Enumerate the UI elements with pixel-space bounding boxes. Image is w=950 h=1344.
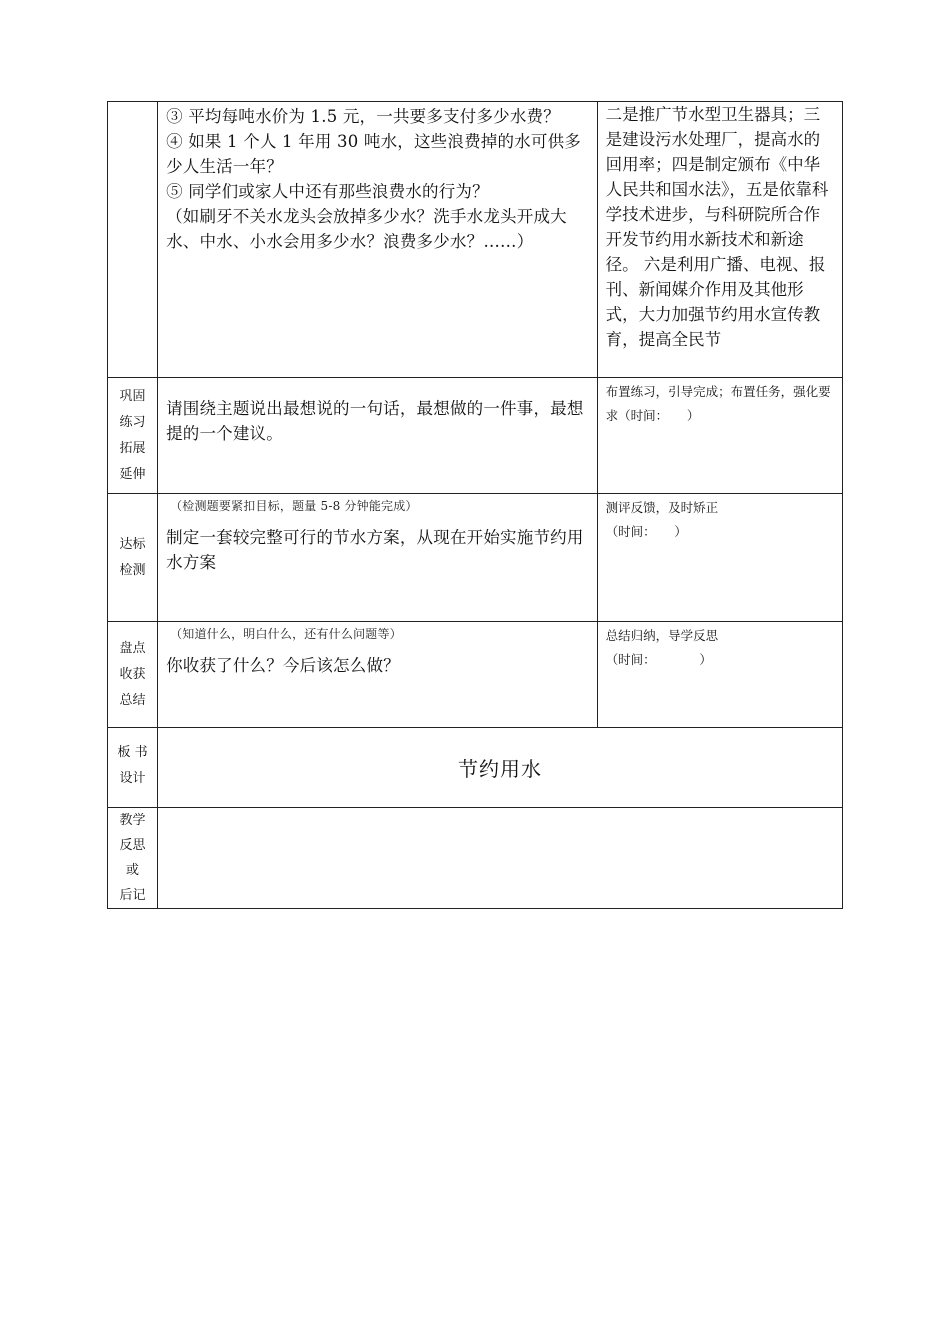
summary-note: （知道什么，明白什么，还有什么问题等） bbox=[170, 627, 402, 641]
question-4: ④ 如果 1 个人 1 年用 30 吨水，这些浪费掉的水可供多少人生活一年？ bbox=[166, 132, 581, 176]
row-label-consolidate: 巩固 练习 拓展 延伸 bbox=[108, 378, 158, 494]
summary-task-cell bbox=[158, 622, 598, 728]
measures-cell bbox=[597, 102, 842, 378]
row-label-board: 板 书 设计 bbox=[108, 728, 158, 808]
summary-guide-line2: （时间： ） bbox=[605, 652, 712, 667]
lesson-plan-table bbox=[107, 101, 843, 909]
question-3: ③ 平均每吨水价为 1.5 元，一共要多支付多少水费？ bbox=[166, 107, 560, 126]
question-examples: （如刷牙不关水龙头会放掉多少水？洗手水龙头开成大水、中水、小水会用多少水？浪费多少水？……） bbox=[166, 207, 567, 251]
summary-guide-cell bbox=[597, 622, 842, 728]
summary-guide-line1: 总结归纳，导学反思 bbox=[605, 628, 719, 643]
row-label-check: 达标 检测 bbox=[108, 494, 158, 622]
check-task-cell bbox=[158, 494, 598, 622]
activity-questions-cell bbox=[158, 102, 598, 378]
board-design-cell bbox=[158, 728, 843, 808]
measures-text: 二是推广节水型卫生器具；三是建设污水处理厂，提高水的回用率；四是制定颁布《中华人民共和国水法》，五是依靠科学技术进步，与科研院所合作开发节约用水新技术和新途径。 六是利用广播、电视、报刊、新闻媒介作用及其他形式，大力加强节约用水宣传教育，提高全民节 bbox=[605, 105, 829, 349]
reflection-content-cell[interactable] bbox=[158, 808, 843, 909]
check-guide-cell bbox=[597, 494, 842, 622]
table-row-summary bbox=[108, 622, 843, 728]
check-note: （检测题要紧扣目标，题量 5-8 分钟能完成） bbox=[170, 499, 418, 513]
check-task-text: 制定一套较完整可行的节水方案，从现在开始实施节约用水方案 bbox=[166, 528, 584, 572]
check-guide-line1: 测评反馈，及时矫正 bbox=[605, 500, 719, 515]
table-row-consolidate bbox=[108, 378, 843, 494]
question-5: ⑤ 同学们或家人中还有那些浪费水的行为？ bbox=[166, 182, 489, 201]
table-row-reflection bbox=[108, 808, 843, 909]
consolidate-task-text: 请围绕主题说出最想说的一句话，最想做的一件事，最想提的一个建议。 bbox=[166, 399, 584, 443]
consolidate-task-cell bbox=[158, 378, 598, 494]
row-label-summary: 盘点 收获 总结 bbox=[108, 622, 158, 728]
table-row-board bbox=[108, 728, 843, 808]
table-row-check bbox=[108, 494, 843, 622]
consolidate-guide-cell bbox=[597, 378, 842, 494]
consolidate-guide-text: 布置练习，引导完成；布置任务，强化要求（时间： ） bbox=[605, 384, 831, 423]
board-title: 节约用水 bbox=[458, 757, 543, 781]
summary-task-text: 你收获了什么？今后该怎么做？ bbox=[166, 656, 400, 675]
table-row-continuation bbox=[108, 102, 843, 378]
check-guide-line2: （时间： ） bbox=[605, 524, 687, 539]
row-label-reflection: 教学 反思 或 后记 bbox=[108, 808, 158, 909]
row-label-empty bbox=[108, 102, 158, 378]
